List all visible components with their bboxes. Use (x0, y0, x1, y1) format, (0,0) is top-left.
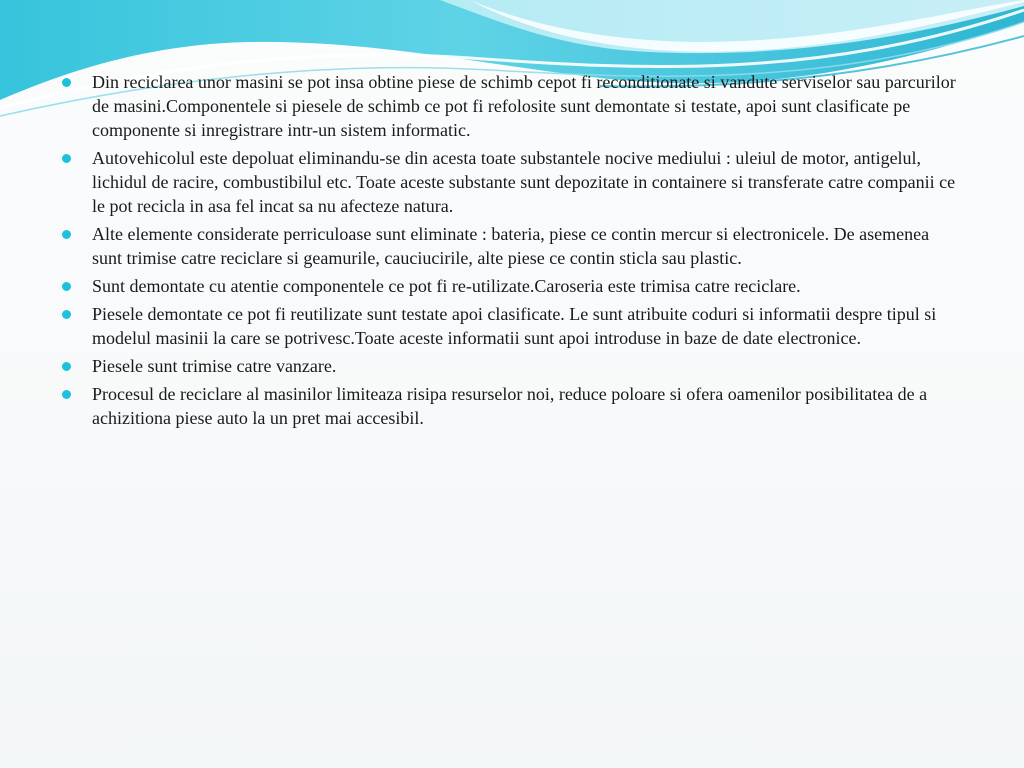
bullet-text: Piesele sunt trimise catre vanzare. (92, 356, 337, 376)
bullet-text: Piesele demontate ce pot fi reutilizate sunt testate apoi clasificate. Le sunt atribuite coduri si informatii despre tipul si modelul masinii la care se potrivesc.Toate aceste informatii sunt apoi introduse in baze de date electronice. (92, 304, 937, 348)
list-item (62, 302, 962, 350)
list-item (62, 70, 962, 142)
list-item (62, 274, 962, 298)
round-bullet-icon (62, 154, 71, 163)
list-item (62, 382, 962, 430)
list-item (62, 222, 962, 270)
bullet-list (62, 70, 962, 430)
bullet-text: Alte elemente considerate perriculoase sunt eliminate : bateria, piese ce contin mercur si electronicele. De asemenea sunt trimise catre reciclare si geamurile, cauciucirile, alte piese ce contin sticla sau plastic. (92, 224, 930, 268)
bullet-text: Sunt demontate cu atentie componentele ce pot fi re-utilizate.Caroseria este trimisa catre reciclare. (92, 276, 801, 296)
round-bullet-icon (62, 78, 71, 87)
slide-body (62, 70, 962, 434)
round-bullet-icon (62, 282, 71, 291)
list-item (62, 146, 962, 218)
round-bullet-icon (62, 310, 71, 319)
list-item (62, 354, 962, 378)
round-bullet-icon (62, 230, 71, 239)
round-bullet-icon (62, 390, 71, 399)
round-bullet-icon (62, 362, 71, 371)
bullet-text: Procesul de reciclare al masinilor limiteaza risipa resurselor noi, reduce poloare si ofera oamenilor posibilitatea de a achizitiona piese auto la un pret mai accesibil. (92, 384, 928, 428)
bullet-text: Din reciclarea unor masini se pot insa obtine piese de schimb cepot fi reconditionate si vandute serviselor sau parcurilor de masini.Componentele si piesele de schimb ce pot fi refolosite sunt demontate si testate, apoi sunt clasificate pe componente si inregistrare intr-un sistem informatic. (92, 72, 956, 140)
bullet-text: Autovehicolul este depoluat eliminandu-se din acesta toate substantele nocive mediului : uleiul de motor, antigelul, lichidul de racire, combustibilul etc. Toate aceste substante sunt depozitate in containere si transferate catre companii ce le pot recicla in asa fel incat sa nu afecteze natura. (92, 148, 956, 216)
